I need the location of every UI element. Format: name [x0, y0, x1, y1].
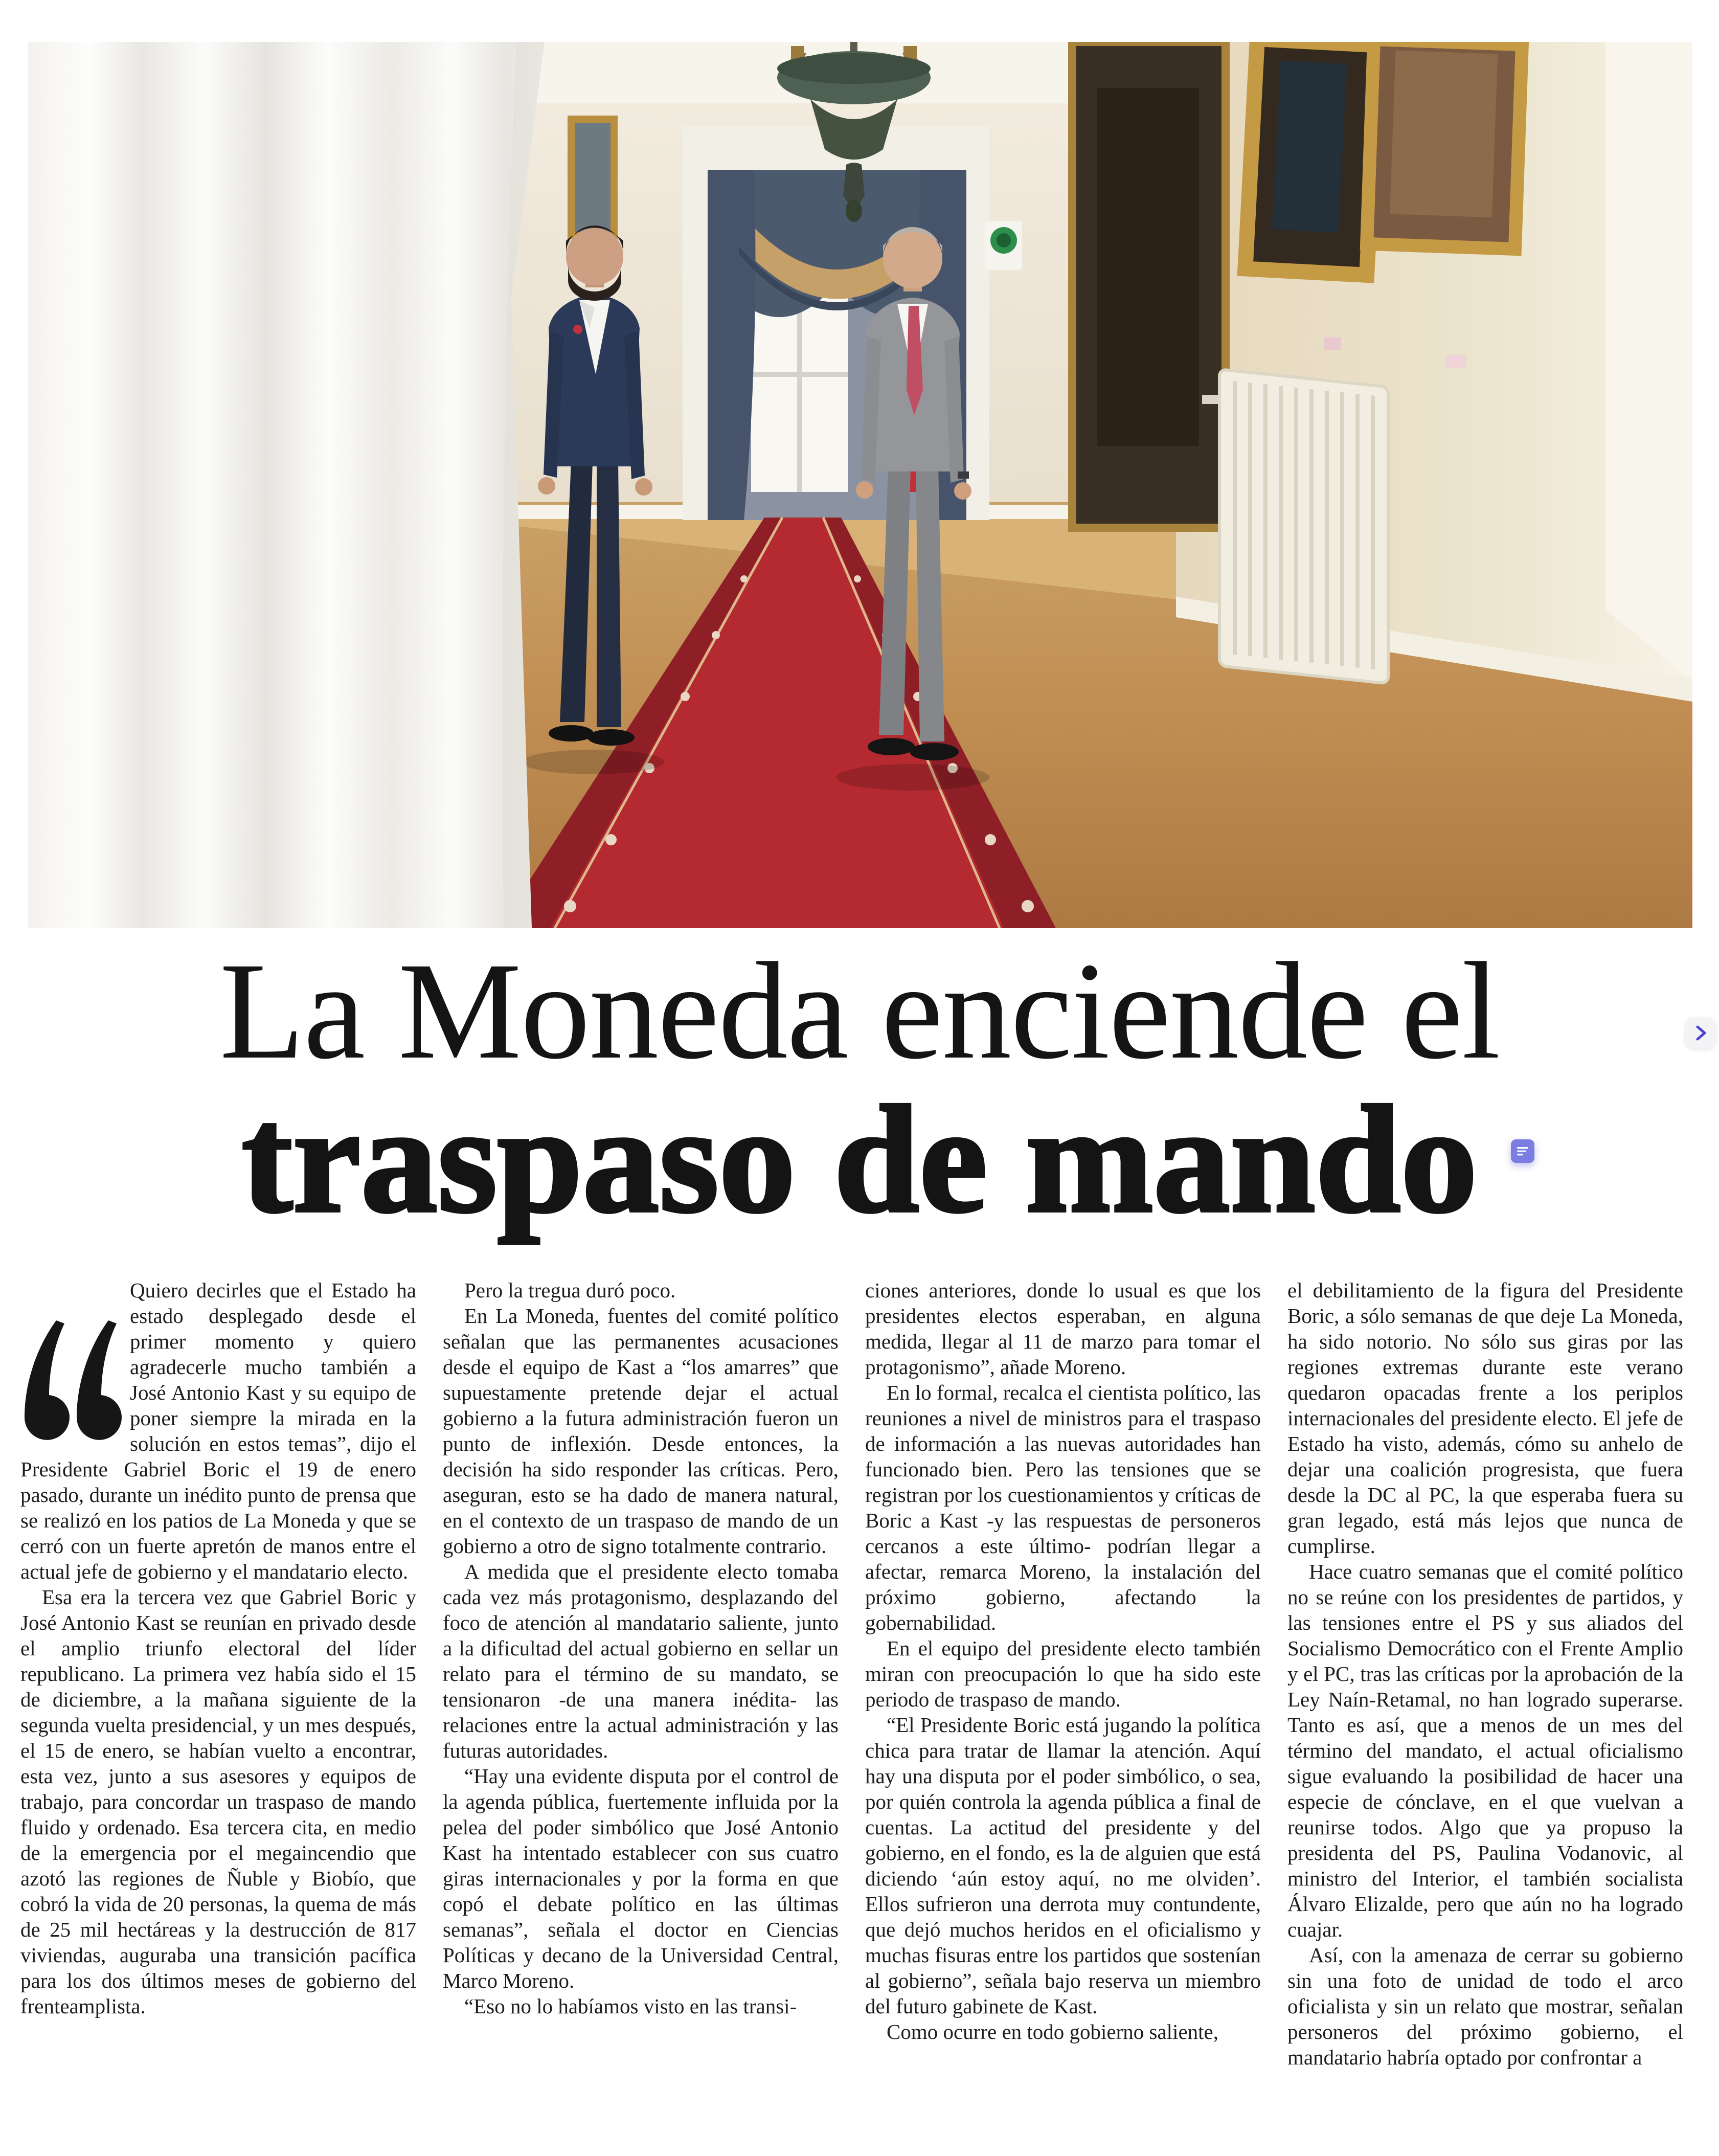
paragraph: el debilitamiento de la figura del Presidente Boric, a sólo semanas de que deje La Moneda, ha sido notorio. No sólo sus giras por las regiones extremas durante este verano quedaron opacadas frente a los periplos internacionales del presidente electo. El jefe de Estado ha visto, además, cómo su anhelo de dejar una coalición progresista, que fuera desde la DC al PC, la que esperaba fuera su gran legado, está más lejos que nunca de cumplirse. [1287, 1278, 1683, 1558]
paragraph: Esa era la tercera vez que Gabriel Boric y José Antonio Kast se reunían en privado desde el amplio triunfo electoral del líder republicano. La primera vez había sido el 15 de diciembre, a la mañana siguiente de la segunda vuelta presidencial, y un mes después, el 15 de enero, se habían vuelto a encontrar, esta vez, junto a sus asesores y equipos de trabajo, para concordar un traspaso de mando fluido y ordenado. Esa tercera cita, en medio de la emergencia por el megaincendio que azotó las regiones de Ñuble y Biobío, que cobró la vida de 20 personas, la quema de más de 25 mil hectáreas y la destrucción de 817 viviendas, auguraba una transición pacífica para los dos últimos meses de gobierno del frenteamplista. [20, 1585, 416, 2018]
text-lines-icon [1515, 1143, 1530, 1159]
paragraph: ciones anteriores, donde lo usual es que los presidentes electos esperaban, en alguna medida, llegar al 11 de marzo para tomar el protagonismo”, añade Moreno. [865, 1278, 1261, 1379]
article-column-3 [865, 1277, 1261, 2134]
article-column-4 [1287, 1277, 1683, 2134]
wall-tag [1445, 355, 1466, 368]
wall-tag [1324, 338, 1341, 350]
paragraph: Quiero decirles que el Estado ha estado desplegado desde el primer momento y quiero agradecerle mucho también a José Antonio Kast y su equipo de poner siempre la mirada en la solución en estos temas”, dijo el Presidente Gabriel Boric el 19 de enero pasado, durante un inédito punto de prensa que se realizó en los patios de La Moneda y que se cerró con un fuerte apretón de manos entre el actual jefe de gobierno y el mandatario electo. [20, 1278, 416, 1583]
gallery-painting-ornate [1245, 42, 1378, 275]
article-columns [20, 1277, 1683, 2134]
paragraph: En el equipo del presidente electo también miran con preocupación lo que ha sido este periodo de traspaso de mando. [865, 1636, 1261, 1711]
radiator [1202, 369, 1388, 684]
pull-quote-mark [20, 1277, 130, 1456]
paragraph: En La Moneda, fuentes del comité político señalan que las permanentes acusaciones desde el equipo de Kast a “los amarres” que supuestamente pretende dejar el actual gobierno a la futura administración fueron un punto de inflexión. Desde entonces, la decisión ha sido responder las críticas. Pero, aseguran, esto se ha dado de manera natural, en el contexto de un traspaso de mando de un gobierno a otro de signo totalmente contrario. [443, 1304, 839, 1558]
chevron-right-icon [1690, 1023, 1711, 1043]
paragraph: A medida que el presidente electo tomaba cada vez más protagonismo, desplazando del foco de atención al mandatario saliente, junto a la dificultad del actual gobierno en sellar un relato para el término de su mandato, se tensionaron -de una manera inédita- las relaciones entre la actual administración y las futuras autoridades. [443, 1560, 839, 1762]
left-wall-frame [571, 119, 614, 236]
article-column-1 [20, 1277, 416, 2134]
paragraph: En lo formal, recalca el cientista político, las reuniones a nivel de ministros para el traspaso de información a las nuevas autoridades han funcionado bien. Pero las tensiones que se registran por los cuestionamientos y críticas de Boric a Kast -y las respuestas de personeros cercanos a este último- podrían llegar a afectar, remarca Moreno, la instalación del próximo gobierno, afectando la gobernabilidad. [865, 1381, 1261, 1634]
paragraph: “Eso no lo habíamos visto en las transi- [464, 1994, 797, 2018]
gallery-painting-dark [1072, 42, 1226, 528]
white-curtains [28, 42, 545, 928]
paragraph: “El Presidente Boric está jugando la política chica para tratar de llamar la atención. Aquí hay una disputa por el poder simbólico, o sea, por quién controla la agenda pública a final de cuentas. La actitud del presidente y del gobierno, en el fondo, es la de alguien que está diciendo ‘aún estoy aquí, no me olviden’. Ellos sufrieron una derrota muy contundente, que dejó muchos heridos en el oficialismo y muchas fisuras entre los partidos que sostenían al gobierno”, señala bajo reserva un miembro del futuro gabinete de Kast. [865, 1713, 1261, 2018]
hero-photo-illustration [28, 42, 1692, 928]
paragraph: Así, con la amenaza de cerrar su gobierno sin una foto de unidad de todo el arco oficialista y sin un relato que mostrar, señalan personeros del próximo gobierno, el mandatario habría optado por confrontar a [1287, 1943, 1683, 2069]
headline-line-1: La Moneda enciende el [219, 934, 1500, 1088]
text-tool-button[interactable] [1511, 1139, 1534, 1163]
headline [0, 934, 1719, 1244]
article-column-2 [443, 1277, 839, 2134]
headline-line-2: traspaso de mando [241, 1074, 1478, 1244]
paragraph: Pero la tregua duró poco. [464, 1278, 676, 1302]
gallery-painting-portrait [1367, 42, 1522, 249]
right-wall-bright [1605, 42, 1692, 681]
open-double-quote-icon [20, 1320, 123, 1458]
paragraph: Como ocurre en todo gobierno saliente, [887, 2020, 1218, 2043]
paragraph: Hace cuatro semanas que el comité político no se reúne con los presidentes de partidos, y las tensiones entre el PS y sus aliados del Socialismo Democrático con el Frente Amplio y el PC, tras las críticas por la aprobación de la Ley Naín-Retamal, no han logrado superarse. Tanto es así, que a menos de un mes del término del mandato, el actual oficialismo sigue evaluando la posibilidad de hacer una especie de cónclave, en el que vuelvan a reunirse todos. Algo que ya propuso la presidenta del PS, Paulina Vodanovic, al ministro del Interior, el también socialista Álvaro Elizalde, pero que aún no ha logrado cuajar. [1287, 1560, 1683, 1941]
paragraph: “Hay una evidente disputa por el control de la agenda pública, fuertemente influida por la pelea del poder simbólico que José Antonio Kast ha intentado establecer con sus cuatro giras internacionales y por la forma en que copó el debate político en las últimas semanas”, señala el doctor en Ciencias Políticas y decano de la Universidad Central, Marco Moreno. [443, 1764, 839, 1992]
next-page-button[interactable] [1685, 1018, 1716, 1048]
hero-photo [28, 42, 1692, 928]
green-exit-sign [985, 221, 1022, 270]
